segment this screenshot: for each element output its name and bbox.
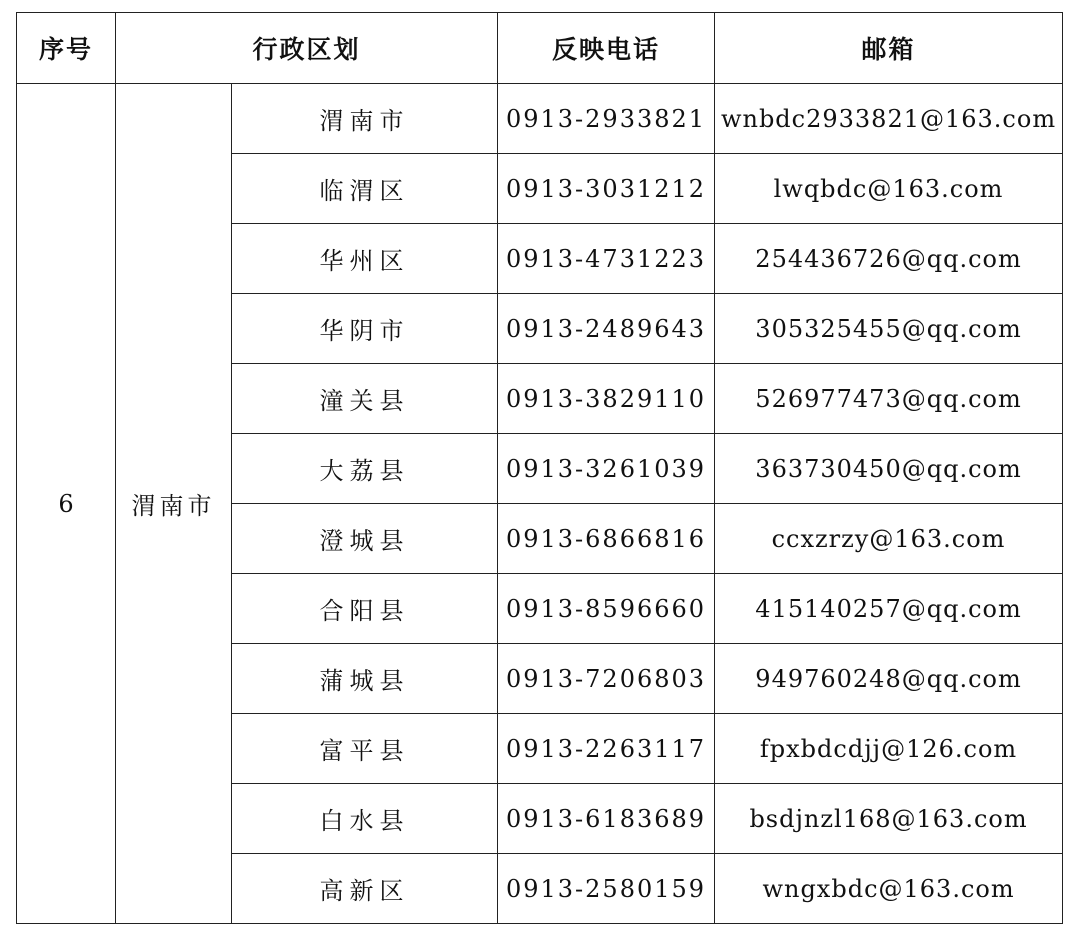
district-name: 大荔县 xyxy=(232,434,498,504)
row-index: 6 xyxy=(17,84,116,924)
email-address: 254436726@qq.com xyxy=(715,224,1063,294)
district-name: 白水县 xyxy=(232,784,498,854)
district-name: 华阴市 xyxy=(232,294,498,364)
header-phone: 反映电话 xyxy=(498,13,715,84)
header-region: 行政区划 xyxy=(116,13,498,84)
phone-number: 0913-2580159 xyxy=(498,854,715,924)
email-address: lwqbdc@163.com xyxy=(715,154,1063,224)
phone-number: 0913-8596660 xyxy=(498,574,715,644)
email-address: 949760248@qq.com xyxy=(715,644,1063,714)
table-row xyxy=(17,84,1063,154)
city-name: 渭南市 xyxy=(116,84,232,924)
phone-number: 0913-3261039 xyxy=(498,434,715,504)
header-email: 邮箱 xyxy=(715,13,1063,84)
phone-number: 0913-7206803 xyxy=(498,644,715,714)
phone-number: 0913-6866816 xyxy=(498,504,715,574)
contact-table xyxy=(16,12,1063,924)
header-row xyxy=(17,13,1063,84)
email-address: wngxbdc@163.com xyxy=(715,854,1063,924)
header-index: 序号 xyxy=(17,13,116,84)
email-address: 415140257@qq.com xyxy=(715,574,1063,644)
district-name: 临渭区 xyxy=(232,154,498,224)
phone-number: 0913-3031212 xyxy=(498,154,715,224)
district-name: 澄城县 xyxy=(232,504,498,574)
email-address: fpxbdcdjj@126.com xyxy=(715,714,1063,784)
district-name: 富平县 xyxy=(232,714,498,784)
email-address: bsdjnzl168@163.com xyxy=(715,784,1063,854)
phone-number: 0913-2263117 xyxy=(498,714,715,784)
district-name: 高新区 xyxy=(232,854,498,924)
district-name: 潼关县 xyxy=(232,364,498,434)
district-name: 渭南市 xyxy=(232,84,498,154)
district-name: 蒲城县 xyxy=(232,644,498,714)
phone-number: 0913-6183689 xyxy=(498,784,715,854)
email-address: 305325455@qq.com xyxy=(715,294,1063,364)
district-name: 华州区 xyxy=(232,224,498,294)
phone-number: 0913-3829110 xyxy=(498,364,715,434)
district-name: 合阳县 xyxy=(232,574,498,644)
phone-number: 0913-4731223 xyxy=(498,224,715,294)
phone-number: 0913-2489643 xyxy=(498,294,715,364)
email-address: wnbdc2933821@163.com xyxy=(715,84,1063,154)
email-address: 363730450@qq.com xyxy=(715,434,1063,504)
email-address: 526977473@qq.com xyxy=(715,364,1063,434)
phone-number: 0913-2933821 xyxy=(498,84,715,154)
email-address: ccxzrzy@163.com xyxy=(715,504,1063,574)
